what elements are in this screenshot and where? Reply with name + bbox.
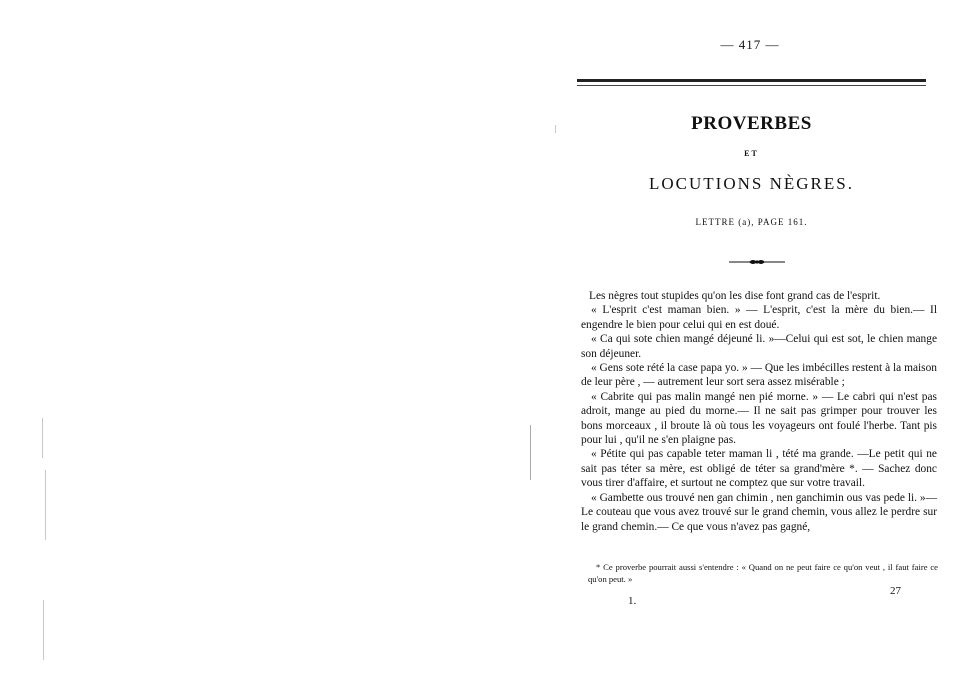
paragraph: « Gens sote rété la case papa yo. » — Que les imbécilles restent à la maison de leur père , — autrement leur sort sera assez misérable ; (581, 362, 937, 389)
paragraph: « Pétite qui pas capable teter maman li , tété ma grande. —Le petit qui ne sait pas téter sa mère, est obligé de téter sa grand'mère *. — Sachez donc vous tirer d'affaire, et surtout ne comptez que sur votre travail. (581, 448, 937, 490)
paragraph: « Cabrite qui pas malin mangé nen pié morne. » — Le cabri qui n'est pas adroit, mange au pied du morne.— Il ne sait pas grimper pour trouver les bons morceaux , il broute là où tous les voyageurs ont foulé l'herbe. Tant pis pour lui , qu'il ne s'en plaigne pas. (581, 390, 937, 447)
gutter-mark (43, 600, 44, 660)
footnote-text: * Ce proverbe pourrait aussi s'entendre : « Quand on ne peut faire ce qu'on veut , il faut faire ce qu'on peut. » (588, 562, 938, 584)
sheet-signature: 27 (890, 585, 901, 597)
gutter-mark (530, 425, 531, 480)
gutter-mark (45, 470, 46, 540)
header-rule-thin (577, 85, 926, 86)
page-number: — 417 — (720, 37, 780, 52)
paragraph: « L'esprit c'est maman bien. » — L'esprit, c'est la mère du bien.— Il engendre le bien pour celui qui en est doué. (581, 304, 937, 331)
paragraph: « Gambette ous trouvé nen gan chimin , nen ganchimin ous vas pede li. »— Le couteau que vous avez trouvé sur le grand chemin, vous allez le perdre sur le grand chemin.— Ce que vous n'avez pas gagné, (581, 491, 937, 533)
chapter-title: PROVERBES (691, 113, 812, 134)
paragraph: Les nègres tout stupides qu'on les dise font grand cas de l'esprit. (589, 290, 881, 302)
footnote (588, 562, 938, 585)
ornament-divider-icon (727, 257, 787, 267)
gutter-mark (555, 125, 556, 133)
header-rule-thick (577, 79, 926, 82)
body-text (581, 289, 937, 534)
chapter-subtitle: LOCUTIONS NÈGRES. (649, 174, 854, 193)
title-conjunction: ET (744, 149, 759, 158)
gutter-mark (42, 418, 43, 458)
paragraph: « Ca qui sote chien mangé déjeuné li. »—Celui qui est sot, le chien mange son déjeuner. (581, 333, 937, 360)
letter-reference: LETTRE (a), PAGE 161. (695, 217, 808, 227)
volume-signature: 1. (628, 595, 637, 607)
